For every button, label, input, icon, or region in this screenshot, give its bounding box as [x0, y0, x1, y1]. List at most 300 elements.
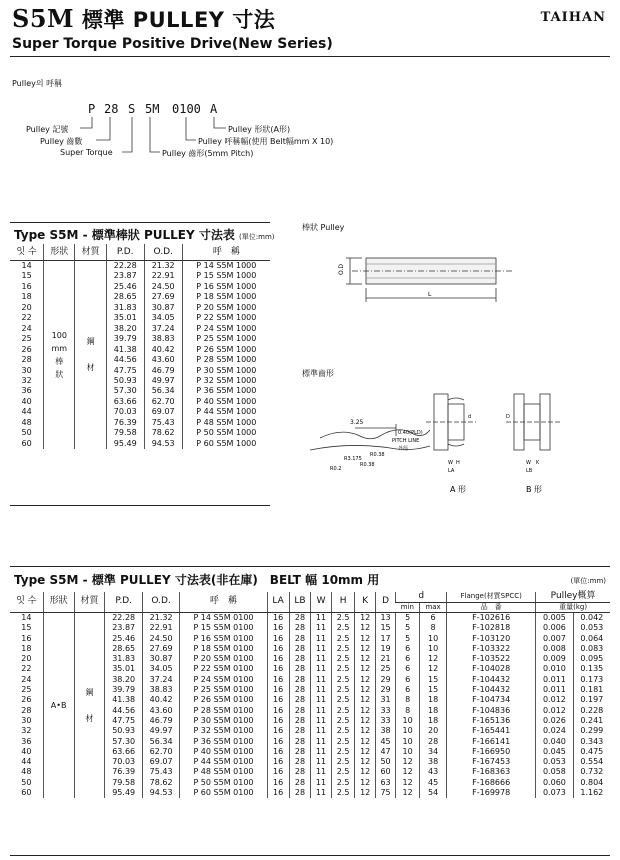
t1-cell-designation: P 26 S5M 1000	[182, 345, 270, 355]
legend-pulley-code: Pulley 記號	[26, 125, 69, 134]
t2-cell-weight-pulley: 0.554	[573, 757, 610, 767]
code-part-teeth: 28	[104, 102, 119, 116]
t2-cell-la: 16	[267, 613, 289, 624]
t2-cell-d-outer: 17	[375, 634, 395, 644]
t2-cell-w: 11	[311, 623, 331, 633]
t2-cell-weight-pulley: 0.181	[573, 685, 610, 695]
t2-cell-pd: 63.66	[105, 747, 142, 757]
t2-cell-h: 2.5	[331, 623, 355, 633]
t2-cell-d-max: 43	[419, 767, 446, 777]
t2-cell-teeth: 18	[21, 643, 32, 653]
t2-sub-weight: 重量(kg)	[536, 602, 610, 613]
shape-line: 棒	[55, 357, 64, 367]
t2-cell-h: 2.5	[331, 695, 355, 705]
t1-cell-designation: P 30 S5M 1000	[182, 366, 270, 376]
t2-cell-d-min: 6	[396, 664, 420, 674]
t2-cell-od: 75.43	[142, 767, 179, 777]
t2-cell-weight-pulley: 0.042	[573, 613, 610, 624]
t2-cell-part-no: F-102616	[447, 613, 536, 624]
radius-1-label: R0.38	[370, 452, 385, 458]
t2-cell-weight-pulley: 0.053	[573, 623, 610, 633]
t2-cell-d-outer: 19	[375, 644, 395, 654]
t2-cell-teeth: 26	[21, 695, 32, 705]
t2-cell-la: 16	[267, 788, 289, 798]
t2-cell-d-min: 8	[396, 695, 420, 705]
table1	[10, 244, 270, 449]
shape-line: 100	[51, 331, 67, 341]
t2-cell-d-outer: 25	[375, 664, 395, 674]
t2-cell-pd: 22.28	[105, 613, 142, 624]
tooth-pld-label: 0.40(PLD)	[398, 430, 423, 436]
t2-cell-weight-flange: 0.073	[536, 788, 573, 798]
material-line: 材	[86, 363, 95, 373]
t2-cell-weight-flange: 0.024	[536, 726, 573, 736]
t1-cell-teeth: 18	[21, 292, 32, 302]
table-row	[10, 613, 610, 624]
t2-header-d-outer: D	[375, 592, 395, 613]
t1-cell-teeth: 16	[21, 281, 32, 291]
t2-cell-weight-flange: 0.007	[536, 634, 573, 644]
t2-cell-designation: P 32 S5M 0100	[180, 726, 267, 736]
t2-header-w: W	[311, 592, 331, 613]
t2-header-designation: 呼 稱	[180, 592, 267, 613]
t2-cell-weight-pulley: 0.083	[573, 644, 610, 654]
t2-cell-weight-flange: 0.045	[536, 747, 573, 757]
t2-header-la: LA	[267, 592, 289, 613]
t1-cell-pd: 38.20	[106, 324, 144, 334]
t2-cell-w: 11	[311, 737, 331, 747]
t1-cell-od: 62.70	[144, 397, 182, 407]
t2-cell-lb: 28	[289, 613, 311, 624]
radius-3-label: R3.175	[344, 456, 362, 462]
pitch-line-label: PITCH LINE	[392, 438, 420, 444]
title-rest: 標準 PULLEY 寸法	[81, 8, 276, 32]
t1-header-od: O.D.	[144, 244, 182, 261]
t1-cell-od: 21.32	[144, 261, 182, 272]
t2-cell-weight-pulley: 0.135	[573, 664, 610, 674]
t2-cell-w: 11	[311, 634, 331, 644]
t2-cell-k: 12	[355, 737, 375, 747]
t2-cell-d-outer: 33	[375, 716, 395, 726]
t2-cell-od: 38.83	[142, 685, 179, 695]
t2-header-od: O.D.	[142, 592, 179, 613]
t2-cell-pd: 79.58	[105, 778, 142, 788]
t2-cell-part-no: F-166950	[447, 747, 536, 757]
t2-cell-d-min: 12	[396, 788, 420, 798]
t2-cell-pd: 28.65	[105, 644, 142, 654]
t1-cell-pd: 41.38	[106, 345, 144, 355]
t2-cell-d-min: 5	[396, 623, 420, 633]
t2-cell-d-min: 10	[396, 747, 420, 757]
t2-sub-part-no: 品 番	[447, 602, 536, 613]
t2-cell-od: 34.05	[142, 664, 179, 674]
t1-header-material: 材質	[75, 244, 106, 261]
t2-cell-teeth: 25	[21, 685, 32, 695]
t1-cell-od: 78.62	[144, 428, 182, 438]
t1-cell-designation: P 48 S5M 1000	[182, 418, 270, 428]
t2-cell-od: 46.79	[142, 716, 179, 726]
table2-unit: (單位:mm)	[570, 577, 606, 585]
t1-cell-pd: 63.66	[106, 397, 144, 407]
t2-cell-weight-flange: 0.006	[536, 623, 573, 633]
t2-cell-w: 11	[311, 747, 331, 757]
t2-cell-part-no: F-168363	[447, 767, 536, 777]
t2-cell-weight-flange: 0.060	[536, 778, 573, 788]
t2-cell-teeth: 32	[21, 726, 32, 736]
t2-cell-w: 11	[311, 778, 331, 788]
tooth-pitch-label: 3.25	[350, 419, 364, 426]
t1-cell-teeth: 30	[21, 365, 32, 375]
t1-cell-teeth: 40	[21, 396, 32, 406]
t2-cell-teeth: 30	[21, 715, 32, 725]
b-form-dim-d: D	[506, 414, 510, 420]
shape-line: mm	[51, 344, 68, 354]
t1-cell-pd: 22.28	[106, 261, 144, 272]
t2-cell-h: 2.5	[331, 685, 355, 695]
t2-cell-la: 16	[267, 634, 289, 644]
t2-cell-d-min: 5	[396, 634, 420, 644]
t2-cell-weight-flange: 0.011	[536, 675, 573, 685]
t2-cell-teeth: 50	[21, 777, 32, 787]
t2-cell-h: 2.5	[331, 757, 355, 767]
t2-cell-la: 16	[267, 726, 289, 736]
t2-cell-designation: P 26 S5M 0100	[180, 695, 267, 705]
t2-cell-h: 2.5	[331, 737, 355, 747]
t1-cell-pd: 35.01	[106, 313, 144, 323]
t2-cell-h: 2.5	[331, 613, 355, 624]
t2-cell-lb: 28	[289, 757, 311, 767]
t1-cell-designation: P 14 S5M 1000	[182, 261, 270, 272]
b-form-dim-k: K	[536, 460, 540, 466]
t2-cell-od: 30.87	[142, 654, 179, 664]
t1-cell-teeth: 15	[21, 271, 32, 281]
t2-cell-k: 12	[355, 767, 375, 777]
t1-cell-designation: P 32 S5M 1000	[182, 376, 270, 386]
t2-cell-part-no: F-165441	[447, 726, 536, 736]
t2-cell-designation: P 15 S5M 0100	[180, 623, 267, 633]
t2-cell-d-max: 12	[419, 664, 446, 674]
t2-cell-od: 43.60	[142, 706, 179, 716]
t1-cell-shape	[44, 261, 75, 450]
t2-cell-k: 12	[355, 623, 375, 633]
t1-cell-teeth: 26	[21, 344, 32, 354]
t1-cell-pd: 57.30	[106, 386, 144, 396]
t1-cell-pd: 44.56	[106, 355, 144, 365]
t2-cell-teeth: 48	[21, 767, 32, 777]
t1-cell-material	[75, 261, 106, 450]
t2-header-material: 材質	[74, 592, 105, 613]
legend-teeth-count: Pulley 齒數	[40, 137, 83, 146]
t1-cell-od: 24.50	[144, 282, 182, 292]
code-part-width: 0100	[172, 102, 201, 116]
material-line: 鋼	[85, 687, 94, 697]
t2-cell-w: 11	[311, 654, 331, 664]
t1-cell-pd: 31.83	[106, 303, 144, 313]
t1-cell-designation: P 25 S5M 1000	[182, 334, 270, 344]
t2-cell-d-outer: 60	[375, 767, 395, 777]
t2-cell-lb: 28	[289, 685, 311, 695]
t2-cell-part-no: F-104734	[447, 695, 536, 705]
t1-cell-od: 22.91	[144, 271, 182, 281]
t2-cell-od: 37.24	[142, 675, 179, 685]
t1-cell-designation: P 60 S5M 1000	[182, 439, 270, 449]
t2-cell-weight-pulley: 0.064	[573, 634, 610, 644]
t1-cell-od: 37.24	[144, 324, 182, 334]
t1-cell-od: 30.87	[144, 303, 182, 313]
t1-cell-od: 34.05	[144, 313, 182, 323]
t2-cell-d-max: 10	[419, 634, 446, 644]
title-prefix: S5M	[12, 4, 75, 33]
t2-cell-la: 16	[267, 706, 289, 716]
t2-cell-d-min: 12	[396, 778, 420, 788]
t2-cell-d-min: 6	[396, 644, 420, 654]
t2-cell-lb: 28	[289, 634, 311, 644]
t2-cell-designation: P 22 S5M 0100	[180, 664, 267, 674]
t2-cell-designation: P 50 S5M 0100	[180, 778, 267, 788]
t2-cell-h: 2.5	[331, 634, 355, 644]
t2-cell-k: 12	[355, 613, 375, 624]
t2-cell-weight-flange: 0.040	[536, 737, 573, 747]
t2-header-shape: 形狀	[43, 592, 74, 613]
t2-cell-h: 2.5	[331, 706, 355, 716]
brand-logo: TAIHAN	[540, 10, 606, 25]
legend-pulley-shape: Pulley 形狀(A形)	[228, 125, 291, 134]
t2-cell-d-max: 54	[419, 788, 446, 798]
t2-cell-weight-pulley: 1.162	[573, 788, 610, 798]
t2-cell-d-outer: 33	[375, 706, 395, 716]
t2-cell-part-no: F-102818	[447, 623, 536, 633]
t2-cell-designation: P 20 S5M 0100	[180, 654, 267, 664]
t2-cell-w: 11	[311, 726, 331, 736]
radius-4-label: R0.2	[330, 466, 342, 472]
t1-header-designation: 呼 稱	[182, 244, 270, 261]
t2-cell-d-max: 10	[419, 644, 446, 654]
t2-cell-la: 16	[267, 654, 289, 664]
t2-cell-k: 12	[355, 757, 375, 767]
code-part-p: P	[88, 102, 96, 116]
t2-cell-la: 16	[267, 767, 289, 777]
b-form-dim-lb: LB	[526, 468, 533, 474]
t2-cell-part-no: F-104028	[447, 664, 536, 674]
legend-tooth-form: Pulley 齒形(5mm Pitch)	[162, 149, 254, 158]
t2-cell-d-outer: 45	[375, 737, 395, 747]
t2-cell-la: 16	[267, 747, 289, 757]
t2-cell-lb: 28	[289, 726, 311, 736]
t2-cell-pd: 31.83	[105, 654, 142, 664]
t2-cell-w: 11	[311, 767, 331, 777]
t2-cell-pd: 44.56	[105, 706, 142, 716]
t2-cell-k: 12	[355, 644, 375, 654]
t2-cell-w: 11	[311, 706, 331, 716]
t2-cell-shape: A•B	[43, 613, 74, 799]
t2-cell-weight-flange: 0.008	[536, 644, 573, 654]
t2-cell-d-min: 10	[396, 726, 420, 736]
tooth-profile-drawing	[300, 380, 600, 500]
t1-cell-designation: P 36 S5M 1000	[182, 386, 270, 396]
t2-cell-weight-flange: 0.058	[536, 767, 573, 777]
t2-cell-h: 2.5	[331, 747, 355, 757]
t2-cell-h: 2.5	[331, 664, 355, 674]
t2-cell-d-min: 5	[396, 613, 420, 624]
t2-cell-part-no: F-167453	[447, 757, 536, 767]
t2-cell-lb: 28	[289, 664, 311, 674]
t2-cell-w: 11	[311, 685, 331, 695]
t2-cell-d-max: 15	[419, 685, 446, 695]
t2-cell-w: 11	[311, 695, 331, 705]
t2-cell-weight-flange: 0.011	[536, 685, 573, 695]
t2-cell-od: 49.97	[142, 726, 179, 736]
t2-cell-la: 16	[267, 623, 289, 633]
t2-header-pd: P.D.	[105, 592, 142, 613]
t2-cell-pd: 57.30	[105, 737, 142, 747]
t2-header-flange: Flange(材質SPCC)	[447, 592, 536, 602]
table1-title: Type S5M - 標準棒狀 PULLEY 寸法表 (單位:mm)	[14, 228, 275, 242]
t2-cell-part-no: F-166141	[447, 737, 536, 747]
t2-cell-h: 2.5	[331, 654, 355, 664]
t1-cell-pd: 50.93	[106, 376, 144, 386]
t1-cell-od: 46.79	[144, 366, 182, 376]
t2-cell-weight-flange: 0.053	[536, 757, 573, 767]
t2-cell-designation: P 25 S5M 0100	[180, 685, 267, 695]
t2-cell-designation: P 18 S5M 0100	[180, 644, 267, 654]
t2-cell-d-max: 34	[419, 747, 446, 757]
t2-cell-k: 12	[355, 685, 375, 695]
b-form-dim-w: W	[526, 460, 531, 466]
t2-cell-la: 16	[267, 675, 289, 685]
t2-cell-d-outer: 29	[375, 675, 395, 685]
t2-cell-part-no: F-104836	[447, 706, 536, 716]
legend-belt-width: Pulley 呼稱幅(使用 Belt幅mm X 10)	[198, 137, 334, 146]
t2-cell-weight-pulley: 0.343	[573, 737, 610, 747]
t1-cell-designation: P 50 S5M 1000	[182, 428, 270, 438]
t1-cell-od: 27.69	[144, 292, 182, 302]
t2-cell-h: 2.5	[331, 726, 355, 736]
outer-diameter-label: 外徑	[398, 446, 409, 452]
t1-cell-od: 43.60	[144, 355, 182, 365]
t2-cell-teeth: 40	[21, 746, 32, 756]
t1-cell-od: 94.53	[144, 439, 182, 449]
t2-cell-od: 94.53	[142, 788, 179, 798]
t2-cell-weight-pulley: 0.241	[573, 716, 610, 726]
t2-cell-od: 21.32	[142, 613, 179, 624]
a-form-dim-h: H	[456, 460, 460, 466]
t2-cell-designation: P 40 S5M 0100	[180, 747, 267, 757]
t2-cell-pd: 41.38	[105, 695, 142, 705]
t2-cell-d-min: 10	[396, 737, 420, 747]
t2-cell-k: 12	[355, 654, 375, 664]
t2-cell-d-outer: 31	[375, 695, 395, 705]
t2-cell-part-no: F-103120	[447, 634, 536, 644]
t1-header-pd: P.D.	[106, 244, 144, 261]
t2-cell-d-max: 18	[419, 695, 446, 705]
t2-cell-weight-pulley: 0.732	[573, 767, 610, 777]
t2-cell-d-outer: 38	[375, 726, 395, 736]
t2-cell-lb: 28	[289, 695, 311, 705]
t2-cell-la: 16	[267, 778, 289, 788]
t2-cell-d-outer: 29	[375, 685, 395, 695]
t2-cell-h: 2.5	[331, 778, 355, 788]
t2-cell-part-no: F-104432	[447, 685, 536, 695]
t2-cell-d-min: 6	[396, 654, 420, 664]
t2-cell-h: 2.5	[331, 767, 355, 777]
t2-cell-designation: P 48 S5M 0100	[180, 767, 267, 777]
t2-cell-w: 11	[311, 664, 331, 674]
t1-cell-designation: P 18 S5M 1000	[182, 292, 270, 302]
t1-cell-teeth: 25	[21, 334, 32, 344]
t2-sub-max: max	[419, 602, 446, 613]
t2-cell-la: 16	[267, 685, 289, 695]
t2-cell-part-no: F-165136	[447, 716, 536, 726]
t2-cell-od: 22.91	[142, 623, 179, 633]
t2-cell-d-min: 10	[396, 716, 420, 726]
a-form-dim-w: W	[448, 460, 453, 466]
t1-cell-teeth: 36	[21, 386, 32, 396]
t2-cell-d-outer: 21	[375, 654, 395, 664]
bar-od-label: O.D	[338, 263, 345, 275]
t2-cell-d-max: 20	[419, 726, 446, 736]
designation-label: Pulley의 呼稱	[12, 79, 63, 88]
t2-cell-weight-flange: 0.012	[536, 695, 573, 705]
radius-2-label: R0.38	[360, 462, 375, 468]
t2-cell-teeth: 28	[21, 705, 32, 715]
t2-cell-w: 11	[311, 716, 331, 726]
t2-cell-pd: 50.93	[105, 726, 142, 736]
t2-cell-d-max: 18	[419, 716, 446, 726]
t1-cell-pd: 70.03	[106, 407, 144, 417]
t2-cell-pd: 35.01	[105, 664, 142, 674]
t2-cell-lb: 28	[289, 767, 311, 777]
t1-cell-designation: P 28 S5M 1000	[182, 355, 270, 365]
t2-cell-k: 12	[355, 675, 375, 685]
t2-cell-d-max: 28	[419, 737, 446, 747]
t1-cell-od: 69.07	[144, 407, 182, 417]
t2-cell-h: 2.5	[331, 675, 355, 685]
t2-cell-designation: P 24 S5M 0100	[180, 675, 267, 685]
t1-cell-teeth: 20	[21, 302, 32, 312]
t2-cell-od: 78.62	[142, 778, 179, 788]
t2-cell-designation: P 16 S5M 0100	[180, 634, 267, 644]
t1-cell-pd: 79.58	[106, 428, 144, 438]
a-form-dim-d: d	[468, 414, 472, 420]
bar-pulley-label: 棒狀 Pulley	[302, 223, 345, 232]
t2-header-h: H	[331, 592, 355, 613]
t2-cell-pd: 25.46	[105, 634, 142, 644]
t2-cell-teeth: 22	[21, 664, 32, 674]
t2-cell-teeth: 14	[21, 613, 32, 622]
t1-cell-od: 75.43	[144, 418, 182, 428]
t2-cell-lb: 28	[289, 737, 311, 747]
t1-cell-designation: P 44 S5M 1000	[182, 407, 270, 417]
t2-cell-pd: 23.87	[105, 623, 142, 633]
t2-cell-h: 2.5	[331, 788, 355, 798]
t2-cell-part-no: F-104432	[447, 675, 536, 685]
t2-cell-la: 16	[267, 644, 289, 654]
t2-header-k: K	[355, 592, 375, 613]
t2-cell-k: 12	[355, 747, 375, 757]
t2-cell-w: 11	[311, 613, 331, 624]
t1-cell-pd: 76.39	[106, 418, 144, 428]
t2-cell-designation: P 28 S5M 0100	[180, 706, 267, 716]
t1-cell-teeth: 24	[21, 323, 32, 333]
t2-cell-teeth: 15	[21, 623, 32, 633]
t2-header-d-bore: d	[396, 592, 447, 602]
t2-cell-weight-pulley: 0.228	[573, 706, 610, 716]
t2-cell-weight-pulley: 0.095	[573, 654, 610, 664]
t2-cell-d-max: 45	[419, 778, 446, 788]
t2-header-weight: Pulley概算	[536, 592, 610, 602]
t1-cell-od: 40.42	[144, 345, 182, 355]
t2-cell-h: 2.5	[331, 644, 355, 654]
